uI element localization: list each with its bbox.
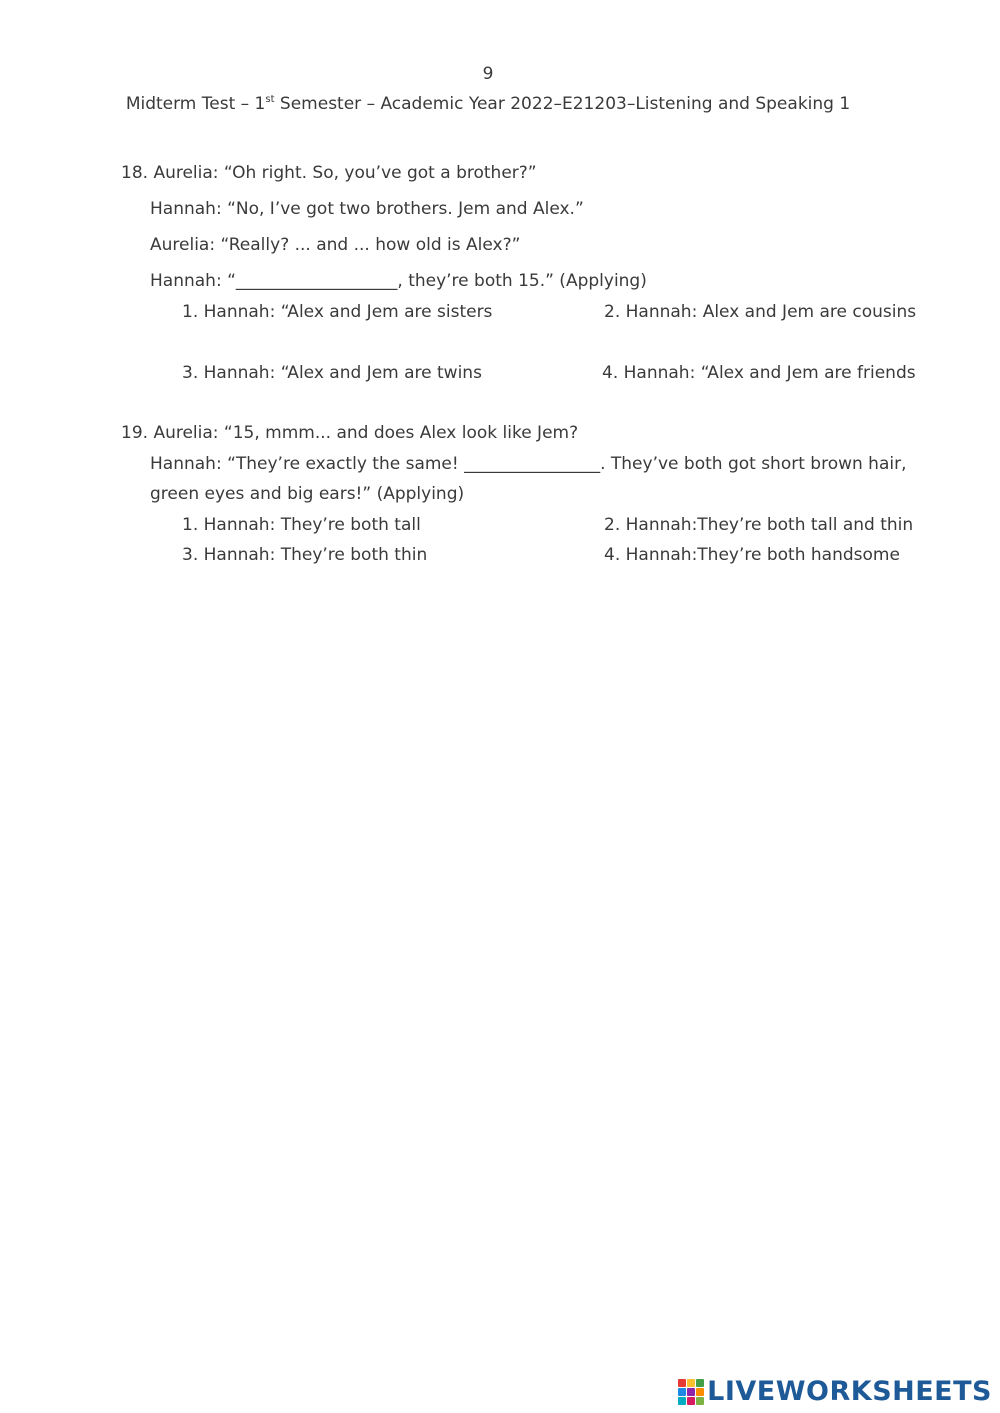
logo-grid-cell [696, 1388, 704, 1396]
liveworksheets-logo [678, 1376, 992, 1407]
logo-text: LIVEWORKSHEETS [707, 1376, 992, 1407]
q19-dialogue-line-3: green eyes and big ears!” (Applying) [150, 484, 465, 504]
q18-option-4[interactable]: 4. Hannah: “Alex and Jem are friends [602, 363, 916, 383]
q19-option-2[interactable]: 2. Hannah:They’re both tall and thin [604, 515, 914, 535]
q18-dialogue-line-4: Hannah: “___________________, they’re both 15.” (Applying) [150, 271, 647, 291]
logo-grid-cell [678, 1379, 686, 1387]
logo-grid-cell [678, 1388, 686, 1396]
header-title-end: Semester – Academic Year 2022–E21203–Listening and Speaking 1 [274, 94, 851, 114]
logo-grid-cell [678, 1397, 686, 1405]
logo-grid-cell [696, 1397, 704, 1405]
q19-option-3[interactable]: 3. Hannah: They’re both thin [182, 545, 428, 565]
header-title-superscript: st [265, 94, 275, 105]
logo-grid-icon [678, 1379, 704, 1405]
page-header [0, 94, 976, 114]
logo-grid-cell [696, 1379, 704, 1387]
q19-dialogue-line-2: Hannah: “They’re exactly the same! ________________. They’ve both got short brown hair, [150, 454, 907, 474]
q19-option-4[interactable]: 4. Hannah:They’re both handsome [604, 545, 900, 565]
page-number: 9 [482, 64, 494, 84]
q18-option-3[interactable]: 3. Hannah: “Alex and Jem are twins [182, 363, 482, 383]
q18-option-1[interactable]: 1. Hannah: “Alex and Jem are sisters [182, 302, 493, 322]
logo-grid-cell [687, 1388, 695, 1396]
logo-grid-cell [687, 1379, 695, 1387]
q18-dialogue-line-3: Aurelia: “Really? ... and ... how old is Alex?” [150, 235, 521, 255]
q19-question-line: 19. Aurelia: “15, mmm... and does Alex look like Jem? [121, 423, 579, 443]
q18-dialogue-line-2: Hannah: “No, I’ve got two brothers. Jem and Alex.” [150, 199, 584, 219]
q18-option-2[interactable]: 2. Hannah: Alex and Jem are cousins [604, 302, 917, 322]
q18-question-line: 18. Aurelia: “Oh right. So, you’ve got a brother?” [121, 163, 537, 183]
q19-option-1[interactable]: 1. Hannah: They’re both tall [182, 515, 421, 535]
header-title-start: Midterm Test – 1 [125, 94, 266, 114]
logo-grid-cell [687, 1397, 695, 1405]
